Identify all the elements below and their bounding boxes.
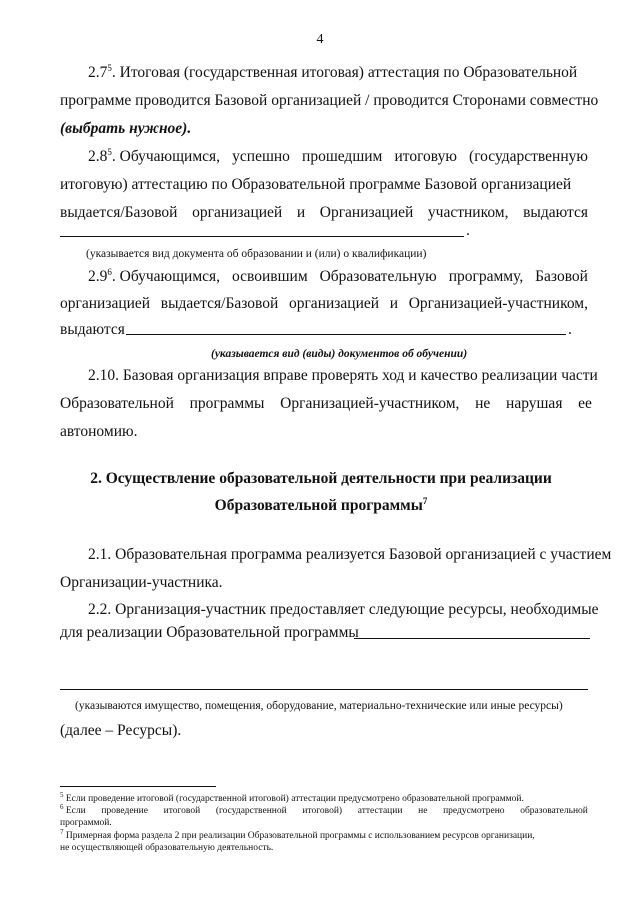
footnote-6: $^6$ Если проведение итоговой (государственной итоговой) аттестации не предусмотрено образовательной: [60, 802, 588, 816]
p28-document-blank[interactable]: [60, 236, 464, 237]
p29-hint: (указывается вид (виды) документов об обучении): [211, 348, 468, 360]
footnote-7: $^7$ Примерная форма раздела 2 при реализации Образовательной программы с использованием ресурсов организации,: [60, 827, 535, 841]
p27-line1: $2.7^5$. Итоговая (государственная итоговая) аттестация по Образовательной: [88, 62, 578, 81]
p28-end-period: .: [466, 222, 470, 239]
p210-line3: автономию.: [60, 423, 138, 440]
footnote-5: $^5$ Если проведение итоговой (государственной итоговой) аттестации предусмотрено образовательной программой.: [60, 790, 524, 804]
footnote-separator: [60, 786, 216, 787]
p21-line1: 2.1. Образовательная программа реализуется Базовой организацией с участием: [88, 546, 612, 563]
p22-hint: (указываются имущество, помещения, оборудование, материально-технические или иные ресурсы): [75, 700, 563, 712]
p28-line2: итоговую) аттестацию по Образовательной программе Базовой организацией: [60, 176, 572, 193]
p29-line3: выдаются: [60, 321, 125, 338]
p29-document-blank[interactable]: [126, 334, 566, 335]
p29-line2: организацией выдается/Базовой организацией и Организацией-участником,: [60, 295, 588, 312]
section-heading-line1: 2. Осуществление образовательной деятельности при реализации: [90, 470, 552, 487]
p22-resources-blank-2[interactable]: [60, 689, 588, 690]
footnote-7-line2: не осуществляющей образовательную деятельность.: [60, 843, 274, 853]
p27-line2: программе проводится Базовой организацией / проводится Сторонами совместно: [60, 92, 599, 109]
p210-line1: 2.10. Базовая организация вправе проверять ход и качество реализации части: [88, 367, 598, 384]
page-number: 4: [316, 32, 324, 47]
p22-line2: для реализации Образовательной программы: [60, 624, 359, 641]
p21-line2: Организации-участника.: [60, 574, 223, 591]
p22-resources-blank[interactable]: [354, 638, 590, 639]
section-heading-line2: Образовательной программы$^7$: [214, 495, 428, 514]
p29-line1: $2.9^6$. Обучающимся, освоившим Образовательную программу, Базовой: [88, 266, 588, 285]
p29-end-period: .: [568, 321, 572, 338]
footnote-6-line2: программой.: [60, 818, 112, 828]
p28-hint: (указывается вид документа об образовании и (или) о квалификации): [86, 248, 427, 260]
p28-line3: выдается/Базовой организацией и Организацией участником, выдаются: [60, 204, 588, 221]
p28-line1: $2.8^5$. Обучающимся, успешно прошедшим итоговую (государственную: [88, 146, 588, 165]
p27-choose-note: (выбрать нужное).: [60, 120, 192, 137]
p22-line1: 2.2. Организация-участник предоставляет следующие ресурсы, необходимые: [88, 601, 599, 618]
p22-after: (далее – Ресурсы).: [60, 722, 182, 739]
p210-line2: Образовательной программы Организацией-участником, не нарушая ее: [60, 395, 592, 412]
